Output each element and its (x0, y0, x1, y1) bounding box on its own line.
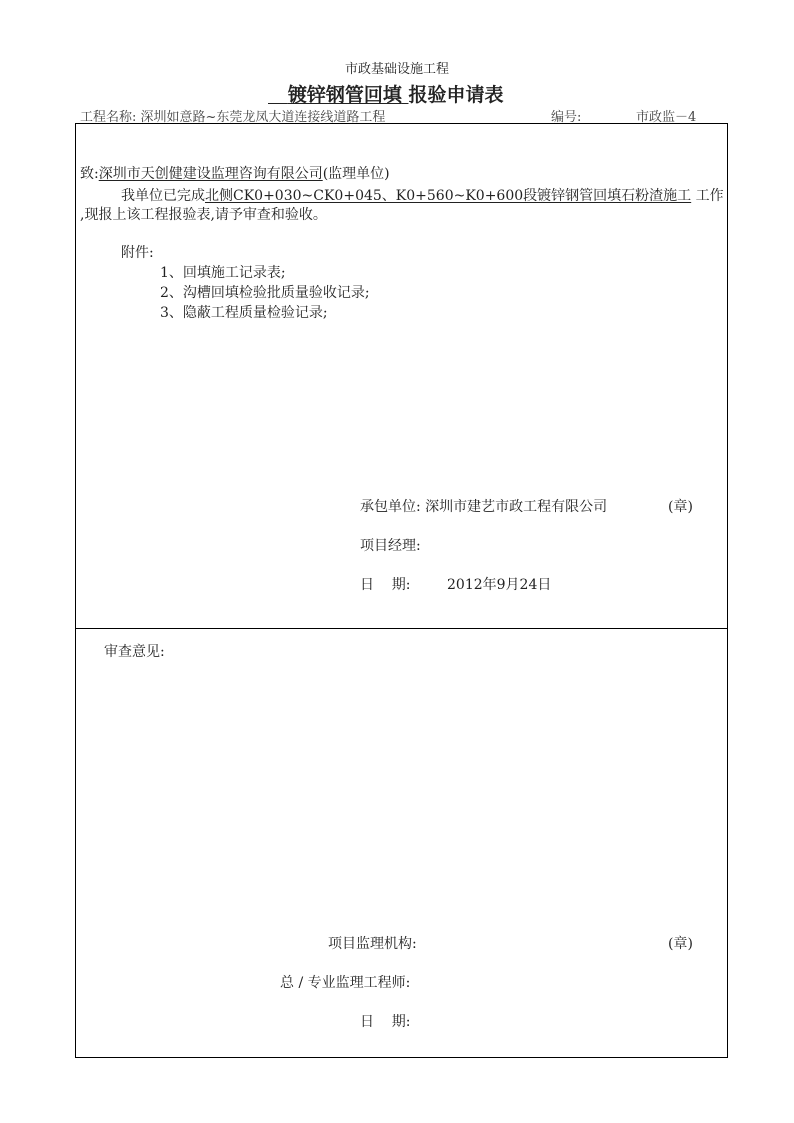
application-date-value: 2012年9月24日 (447, 577, 552, 593)
form-category: 市政基础设施工程 (344, 62, 449, 77)
supervisor-note: (监理单位) (322, 166, 390, 182)
project-name: 深圳如意路~东莞龙凤大道连接线道路工程 (140, 110, 386, 125)
contractor-seal: (章) (668, 499, 693, 515)
completion-prefix: 我单位已完成 (121, 188, 205, 204)
review-seal: (章) (668, 936, 693, 952)
to-label: 致: (80, 166, 99, 182)
completion-suffix: 工作 (695, 188, 724, 204)
form-title-fill: 镀锌钢管回填 (287, 84, 402, 106)
form-title (268, 80, 504, 107)
project-label: 工程名称: (80, 110, 137, 125)
contractor-label: 承包单位: (360, 499, 421, 515)
completion-line (121, 185, 724, 205)
attachment-item: 2、沟槽回填检验批质量验收记录; (160, 285, 370, 301)
supervisor-company: 深圳市天创健建设监理咨询有限公司 (98, 166, 323, 182)
addressee-line (80, 163, 390, 183)
supervision-org-label: 项目监理机构: (328, 936, 417, 952)
attachments-label: 附件: (121, 245, 154, 261)
supervising-engineer-label: 总 / 专业监理工程师: (280, 975, 411, 991)
application-date-label: 日 期: (360, 577, 411, 593)
number-label: 编号: (551, 110, 582, 125)
contractor-name: 深圳市建艺市政工程有限公司 (425, 499, 608, 515)
form-title-suffix: 报验申请表 (408, 84, 504, 106)
review-opinion-label: 审查意见: (104, 644, 165, 660)
review-section (75, 628, 728, 1058)
project-manager-label: 项目经理: (360, 538, 421, 554)
review-date-label: 日 期: (360, 1014, 411, 1030)
number-value: 市政监－4 (636, 110, 697, 125)
attachment-item: 3、隐蔽工程质量检验记录; (160, 305, 328, 321)
contractor-line (360, 496, 607, 516)
completion-work: 北侧CK0+030~CK0+045、K0+560~K0+600段镀锌钢管回填石粉渣施工 (205, 188, 692, 204)
attachment-item: 1、回填施工记录表; (160, 265, 286, 281)
request-line: ,现报上该工程报验表,请予审查和验收。 (80, 207, 327, 223)
